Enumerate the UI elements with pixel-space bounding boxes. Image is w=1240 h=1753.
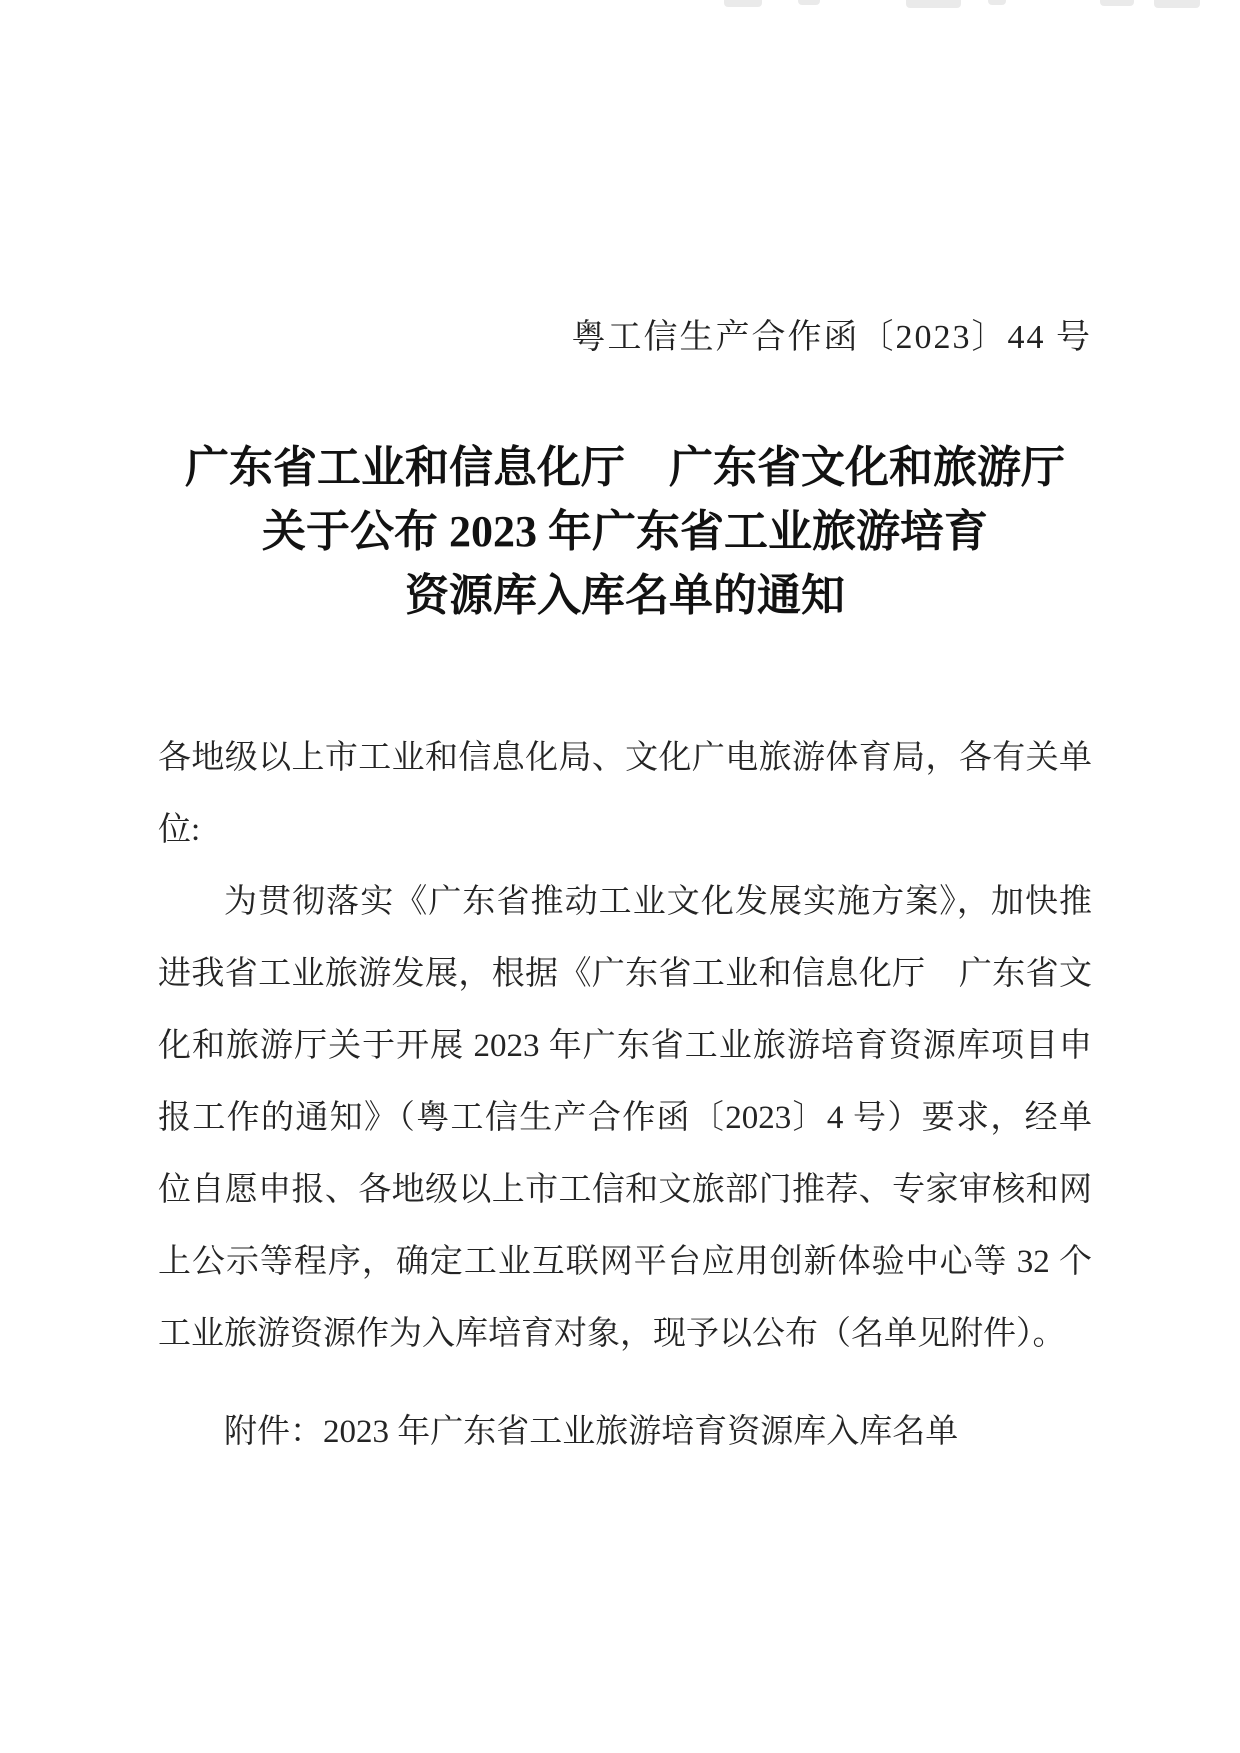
document-reference-number: 粤工信生产合作函〔2023〕44 号 xyxy=(571,319,1092,356)
document-title-line-2: 关于公布 2023 年广东省工业旅游培育 xyxy=(262,507,988,556)
document-content xyxy=(158,0,1092,1468)
salutation-line: 位: xyxy=(158,812,201,848)
paragraph-line: 为贯彻落实《广东省推动工业文化发展实施方案》，加快推 xyxy=(224,884,1092,920)
document-title xyxy=(158,436,1092,628)
attachment-reference: 附件：2023 年广东省工业旅游培育资源库入库名单 xyxy=(224,1414,959,1450)
paragraph-line: 报工作的通知》（粤工信生产合作函〔2023〕4 号）要求，经单 xyxy=(158,1100,1093,1136)
scan-artifact xyxy=(1154,0,1200,8)
document-title-line-3: 资源库入库名单的通知 xyxy=(405,571,845,620)
paragraph-line: 上公示等程序，确定工业互联网平台应用创新体验中心等 32 个 xyxy=(158,1244,1092,1280)
document-title-line-1: 广东省工业和信息化厅 广东省文化和旅游厅 xyxy=(185,443,1065,492)
paragraph-line: 位自愿申报、各地级以上市工信和文旅部门推荐、专家审核和网 xyxy=(158,1172,1092,1208)
document-body xyxy=(158,722,1092,1370)
paragraph-line: 化和旅游厅关于开展 2023 年广东省工业旅游培育资源库项目申 xyxy=(158,1028,1092,1064)
scan-artifact xyxy=(1100,0,1134,6)
paragraph-line: 进我省工业旅游发展，根据《广东省工业和信息化厅 广东省文 xyxy=(158,956,1092,992)
salutation-line: 各地级以上市工业和信息化局、文化广电旅游体育局，各有关单 xyxy=(158,740,1092,776)
paragraph-line: 工业旅游资源作为入库培育对象，现予以公布（名单见附件）。 xyxy=(158,1316,1066,1352)
